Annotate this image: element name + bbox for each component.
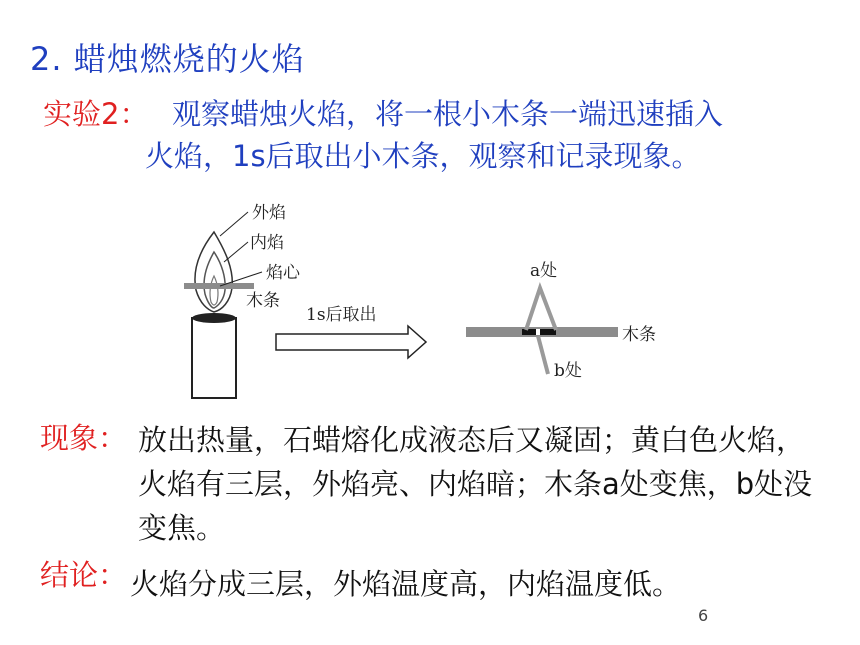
outer-flame-label: 外焰 [252,203,286,223]
page-number: 6 [698,606,709,625]
outer-flame-shape [195,232,232,312]
candle-body [192,318,236,398]
slide-title: 2. 蜡烛燃烧的火焰 [30,40,305,78]
inner-flame-shape [204,252,225,308]
conclusion-text: 火焰分成三层，外焰温度高，内焰温度低。 [130,567,682,601]
observation-label: 现象： [40,421,128,455]
inner-flame-label: 内焰 [250,233,284,253]
b-point-line [538,336,548,374]
flame-core-label: 焰心 [266,263,300,283]
outer-flame-leader [220,212,248,236]
conclusion-label: 结论： [40,558,128,592]
arrow-right-icon [276,326,426,358]
experiment-text-line1: 观察蜡烛火焰，将一根小木条一端迅速插入 [172,97,724,131]
inner-flame-leader [224,242,248,262]
arrow-label: 1s后取出 [306,305,377,325]
experiment-label: 实验2： [43,97,149,131]
a-point-arc [526,288,556,330]
flame-core-shape [210,276,218,305]
wood-stick-in-flame [184,283,254,289]
candle-flame-diagram [170,190,710,405]
observation-text: 放出热量，石蜡熔化成液态后又凝固；黄白色火焰，火焰有三层，外焰亮、内焰暗；木条a处变焦，b处没变焦。 [138,423,813,545]
charred-gap [536,329,540,335]
experiment-text-line2: 火焰，1s后取出小木条，观察和记录现象。 [145,139,701,173]
stick-right-label: 木条 [622,325,656,345]
stick-left-label: 木条 [246,291,280,311]
point-b-label: b处 [554,361,582,381]
candle-wick-base [192,313,236,323]
point-a-label: a处 [530,261,558,281]
